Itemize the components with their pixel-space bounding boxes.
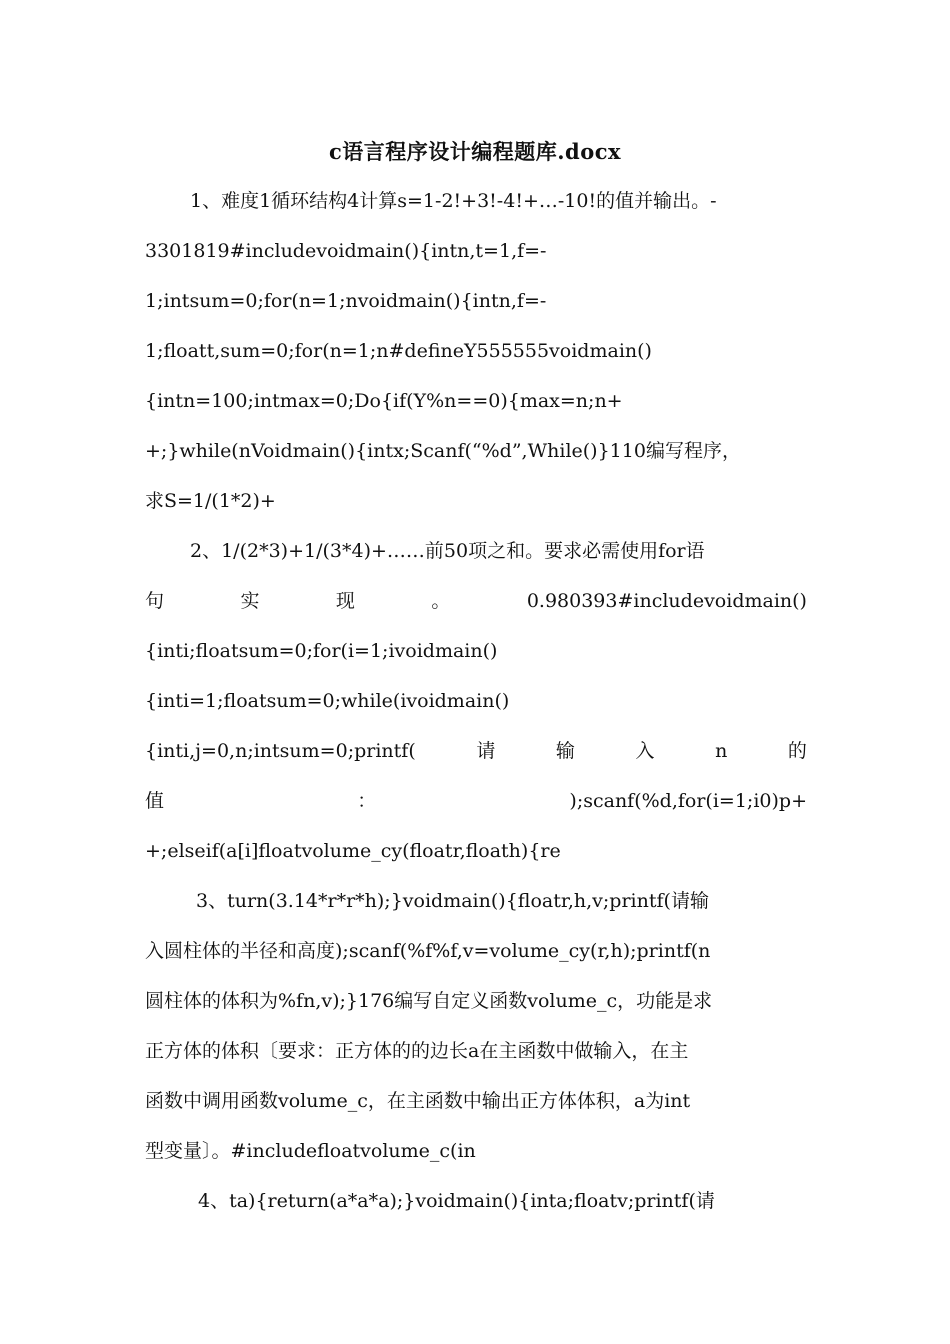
text-fragment: 请 bbox=[476, 740, 496, 762]
text-fragment: 。 bbox=[431, 590, 451, 612]
text-fragment: 的 bbox=[787, 740, 807, 762]
text-line-7: 求S=1/(1*2)+ bbox=[145, 490, 276, 512]
text-line-11: {inti=1;floatsum=0;while(ivoidmain() bbox=[145, 690, 510, 712]
text-line-5: {intn=100;intmax=0;Do{if(Y%n==0){max=n;n+ bbox=[145, 390, 623, 412]
text-fragment: 句 bbox=[145, 590, 165, 612]
text-fragment: 值 bbox=[145, 790, 165, 812]
text-line-1: 1、难度1循环结构4计算s=1-2!+3!-4!+…-10!的值并输出。- bbox=[190, 190, 717, 212]
text-line-4: 1;floatt,sum=0;for(n=1;n#defineY555555voidmain() bbox=[145, 340, 652, 362]
text-line-13 bbox=[145, 787, 807, 815]
text-line-17: 圆柱体的体积为%fn,v);}176编写自定义函数volume_c，功能是求 bbox=[145, 990, 713, 1012]
text-fragment: n bbox=[715, 740, 728, 762]
text-fragment: 0.980393#includevoidmain() bbox=[526, 590, 807, 612]
text-fragment: 入 bbox=[635, 740, 655, 762]
text-line-12 bbox=[145, 737, 807, 765]
text-fragment: {inti,j=0,n;intsum=0;printf( bbox=[145, 740, 416, 762]
text-fragment: 现 bbox=[335, 590, 355, 612]
text-fragment: );scanf(%d,for(i=1;i0)p+ bbox=[569, 790, 807, 812]
text-line-10: {inti;floatsum=0;for(i=1;ivoidmain() bbox=[145, 640, 498, 662]
text-line-9 bbox=[145, 587, 807, 615]
text-line-14: +;elseif(a[i]floatvolume_cy(floatr,floath){re bbox=[145, 840, 561, 862]
document-title: c语言程序设计编程题库.docx bbox=[328, 139, 622, 164]
text-fragment: ： bbox=[357, 790, 377, 812]
text-line-16: 入圆柱体的半径和高度);scanf(%f%f,v=volume_cy(r,h);printf(n bbox=[145, 940, 711, 962]
text-line-15: 3、turn(3.14*r*r*h);}voidmain(){floatr,h,v;printf(请输 bbox=[196, 890, 709, 912]
text-line-2: 3301819#includevoidmain(){intn,t=1,f=- bbox=[145, 240, 547, 262]
text-line-19: 函数中调用函数volume_c，在主函数中输出正方体体积，a为int bbox=[145, 1090, 691, 1112]
text-fragment: 输 bbox=[555, 740, 575, 762]
text-line-20: 型变量〕。#includefloatvolume_c(in bbox=[145, 1140, 476, 1162]
text-line-3: 1;intsum=0;for(n=1;nvoidmain(){intn,f=- bbox=[145, 290, 547, 312]
text-line-18: 正方体的体积〔要求：正方体的的边长a在主函数中做输入，在主 bbox=[145, 1040, 689, 1062]
text-line-6: +;}while(nVoidmain(){intx;Scanf(“%d”,While()}110编写程序， bbox=[145, 440, 741, 462]
text-fragment: 实 bbox=[240, 590, 260, 612]
text-line-8: 2、1/(2*3)+1/(3*4)+……前50项之和。要求必需使用for语 bbox=[190, 540, 705, 562]
text-line-21: 4、ta){return(a*a*a);}voidmain(){inta;floatv;printf(请 bbox=[198, 1190, 715, 1212]
